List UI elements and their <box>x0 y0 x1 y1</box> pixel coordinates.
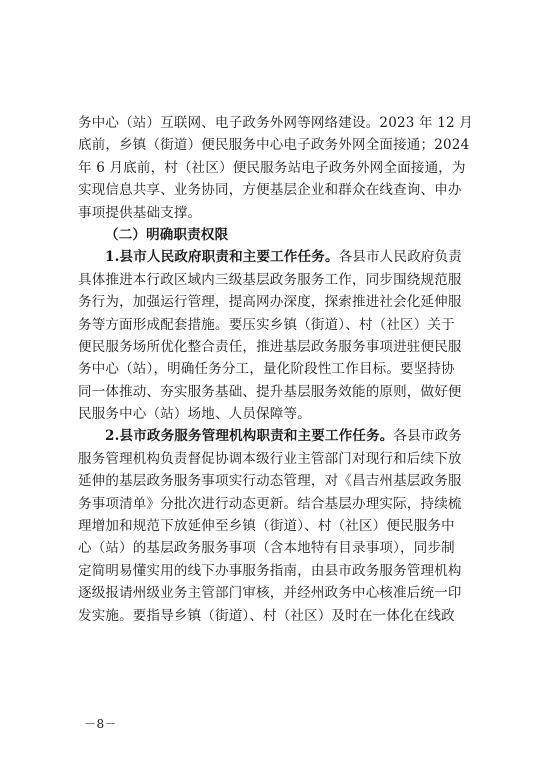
body-line: 服务管理机构负责督促协调本级行业主管部门对现行和后续下放 <box>78 450 462 467</box>
body-line: 同一体推动、夯实服务基础、提升基层服务效能的原则，做好便 <box>78 383 462 400</box>
paragraph-lead-text: 各县市人民政府负责 <box>338 249 463 266</box>
body-line: 年 6 月底前，村（社区）便民服务站电子政务外网全面接通，为 <box>78 159 466 176</box>
body-line: 实现信息共享、业务协同，方便基层企业和群众在线查询、申办 <box>78 182 462 199</box>
body-line: 心（站）的基层政务服务事项（含本地特有目录事项），同步制 <box>78 540 455 557</box>
body-line: 具体推进本行政区域内三级基层政务服务工作，同步围绕规范服 <box>78 271 462 288</box>
body-line: 逐级报请州级业务主管部门审核，并经州政务中心核准后统一印 <box>78 585 462 602</box>
body-line: 发实施。要指导乡镇（街道）、村（社区）及时在一体化在线政 <box>78 607 455 624</box>
body-line: 务等方面形成配套措施。要压实乡镇（街道）、村（社区）关于 <box>78 316 455 333</box>
body-line: 事项提供基础支撑。 <box>78 204 202 221</box>
body-line: 便民服务场所优化整合责任，推进基层政务服务事项进驻便民服 <box>78 338 462 355</box>
paragraph-lead-heading: 2.县市政务服务管理机构职责和主要工作任务。 <box>105 428 394 445</box>
paragraph-lead-text: 各县市政务 <box>393 428 462 445</box>
body-line: 延伸的基层政务服务事项实行动态管理，对《昌吉州基层政务服 <box>78 473 462 490</box>
document-body <box>78 112 478 627</box>
page-number: －8－ <box>84 717 118 731</box>
paragraph-first-line <box>78 246 478 268</box>
body-line: 务行为，加强运行管理，提高网办深度，探索推进社会化延伸服 <box>78 294 462 311</box>
body-line: 底前，乡镇（街道）便民服务中心电子政务外网全面接通；2024 <box>78 137 470 154</box>
body-line: 理增加和规范下放延伸至乡镇（街道）、村（社区）便民服务中 <box>78 518 455 535</box>
body-line: 务事项清单》分批次进行动态更新。结合基层办理实际，持续梳 <box>78 495 462 512</box>
body-line: 民服务中心（站）场地、人员保障等。 <box>78 406 311 423</box>
body-line: 务中心（站），明确任务分工，量化阶段性工作目标。要坚持协 <box>78 361 455 378</box>
body-line: 务中心（站）互联网、电子政务外网等网络建设。2023 年 12 月 <box>78 115 474 131</box>
section-heading: （二）明确职责权限 <box>105 226 229 243</box>
paragraph-first-line <box>78 425 478 447</box>
paragraph-lead-heading: 1.县市人民政府职责和主要工作任务。 <box>105 249 339 266</box>
body-line: 定简明易懂实用的线下办事服务指南，由县市政务服务管理机构 <box>78 562 462 579</box>
